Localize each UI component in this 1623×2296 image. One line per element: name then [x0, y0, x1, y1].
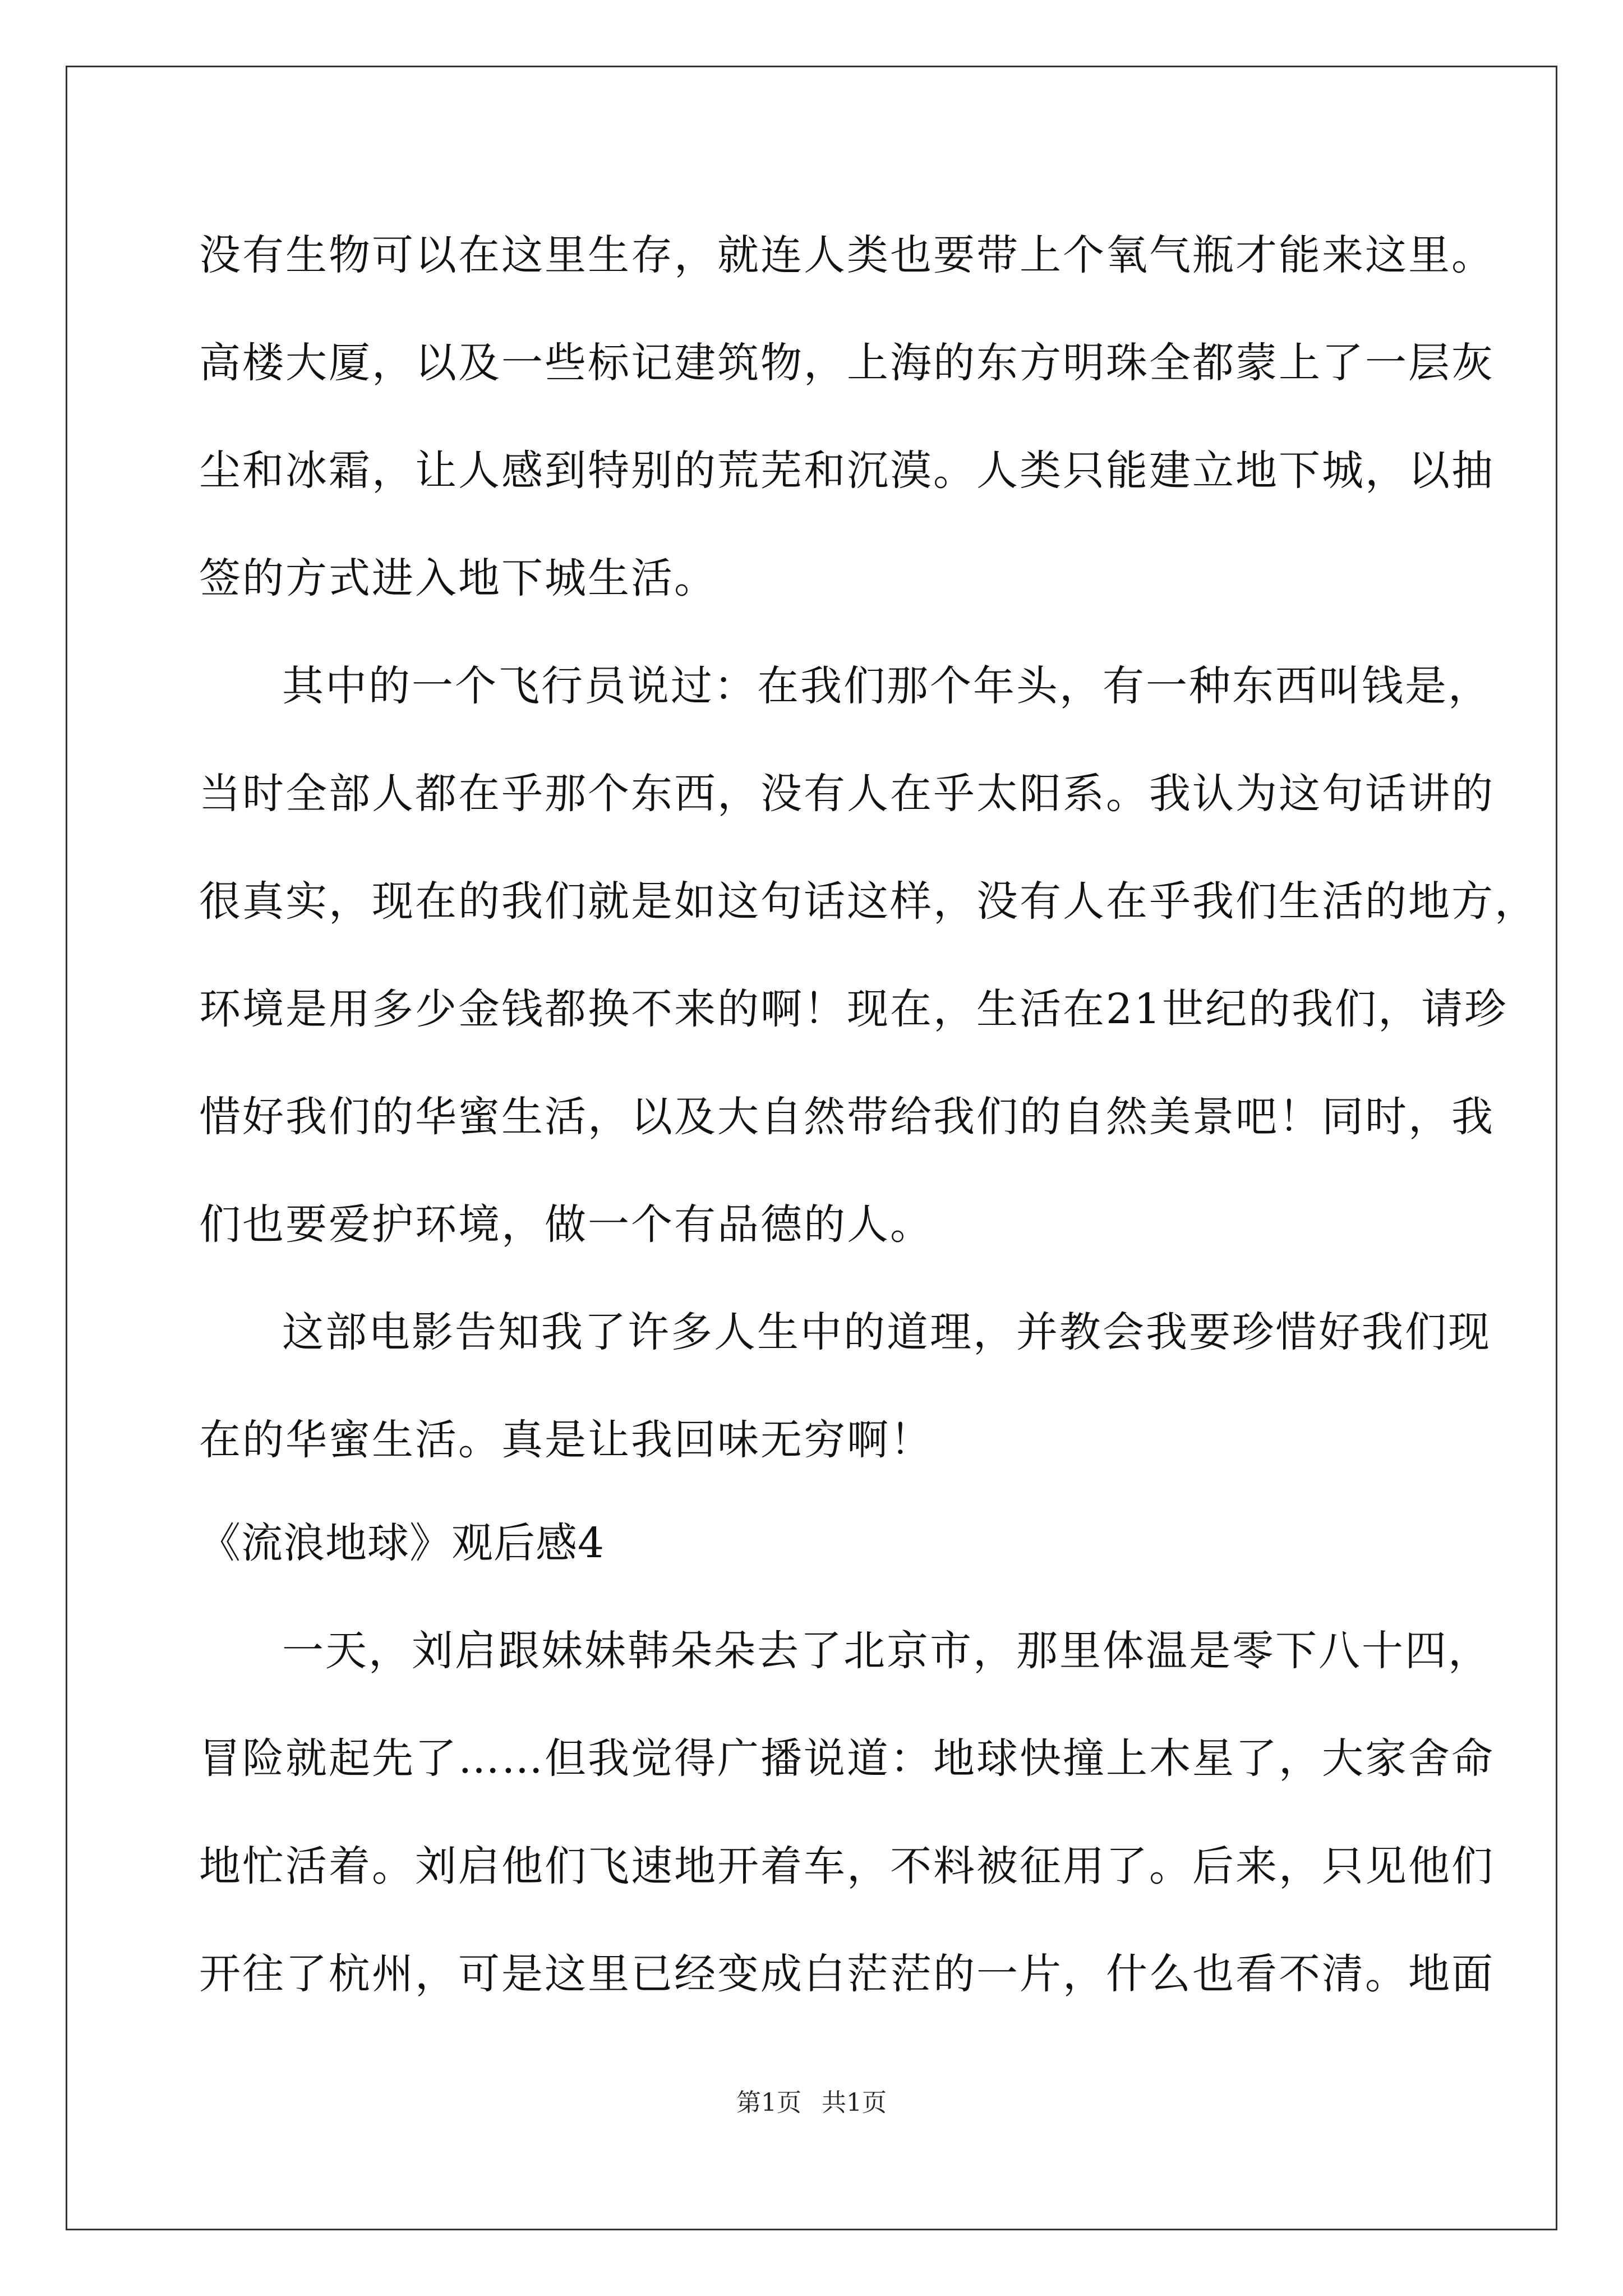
text-line: 环境是用多少金钱都换不来的啊！现在，生活在21世纪的我们，请珍 — [199, 985, 1508, 1033]
text-line: 开往了杭州，可是这里已经变成白茫茫的一片，什么也看不清。地面 — [199, 1950, 1495, 1998]
paragraph-start-line: 其中的一个飞行员说过：在我们那个年头，有一种东西叫钱是， — [282, 662, 1491, 710]
paragraph-start-line: 这部电影告知我了许多人生中的道理，并教会我要珍惜好我们现 — [282, 1308, 1491, 1356]
text-line: 高楼大厦，以及一些标记建筑物，上海的东方明珠全都蒙上了一层灰 — [199, 339, 1495, 387]
text-line: 当时全部人都在乎那个东西，没有人在乎太阳系。我认为这句话讲的 — [199, 770, 1495, 818]
paragraph-start-line: 一天，刘启跟妹妹韩朵朵去了北京市，那里体温是零下八十四， — [282, 1627, 1491, 1675]
text-line: 签的方式进入地下城生活。 — [199, 554, 717, 602]
text-line: 们也要爱护环境，做一个有品德的人。 — [199, 1200, 933, 1249]
text-line: 很真实，现在的我们就是如这句话这样，没有人在乎我们生活的地方， — [199, 877, 1538, 926]
page-footer — [0, 2082, 1623, 2118]
text-line: 地忙活着。刘启他们飞速地开着车，不料被征用了。后来，只见他们 — [199, 1842, 1495, 1890]
section-heading: 《流浪地球》观后感4 — [199, 1519, 605, 1567]
text-line: 尘和冰霜，让人感到特别的荒芜和沉漠。人类只能建立地下城，以抽 — [199, 447, 1495, 495]
page-total: 共1页 — [822, 2088, 887, 2117]
text-line: 在的华蜜生活。真是让我回味无穷啊！ — [199, 1416, 933, 1464]
text-line: 冒险就起先了……但我觉得广播说道：地球快撞上木星了，大家舍命 — [199, 1734, 1495, 1783]
page-number: 第1页 — [736, 2088, 801, 2117]
text-line: 没有生物可以在这里生存，就连人类也要带上个氧气瓶才能来这里。 — [199, 231, 1495, 279]
text-line: 惜好我们的华蜜生活，以及大自然带给我们的自然美景吧！同时，我 — [199, 1093, 1495, 1141]
